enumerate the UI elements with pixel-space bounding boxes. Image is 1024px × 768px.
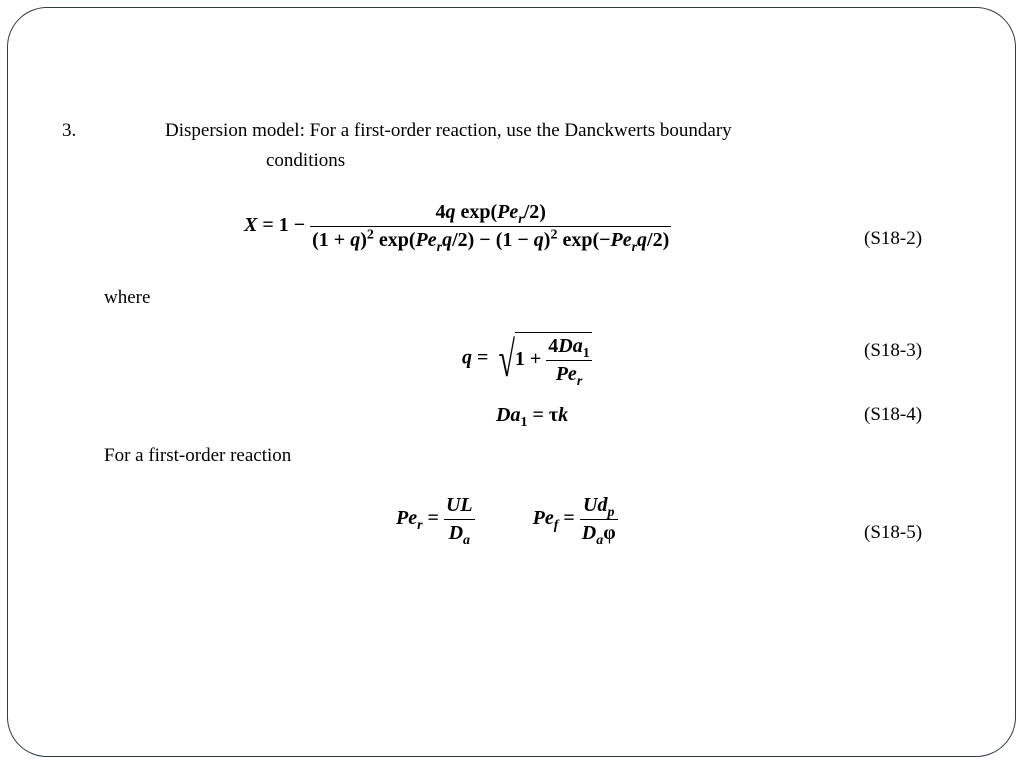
item-heading-line1: Dispersion model: For a first-order reaction, use the Danckwerts boundary <box>165 120 732 141</box>
equation-label-s18-4: (S18-4) <box>864 404 923 425</box>
first-order-label: For a first-order reaction <box>104 445 292 466</box>
item-number: 3. <box>62 120 77 141</box>
equation-label-s18-2: (S18-2) <box>864 228 923 249</box>
equation-s18-3: q = √1 + $\frac{4Da_1}{Pe_r}$ <box>462 331 590 389</box>
equation-label-s18-3: (S18-3) <box>864 340 923 361</box>
item-heading-line2: conditions <box>266 150 346 171</box>
where-label: where <box>104 287 151 308</box>
equation-s18-4: $Da_1 = \tau k$ <box>496 404 569 430</box>
equation-s18-2: X = 1 − $\frac{4q \exp(Pe_r/2)}{(1 + q)^2 \exp(Pe_rq/2) - (1 - q)^2 \exp(-Pe_rq/2)}$ <box>244 201 670 255</box>
equation-label-s18-5: (S18-5) <box>864 522 923 543</box>
equation-s18-5: $Pe_r$ = $\frac{UL}{D_a}$ $Pe_f$ = $\frac{Ud_p}{D_a\varphi}$ <box>396 494 616 548</box>
